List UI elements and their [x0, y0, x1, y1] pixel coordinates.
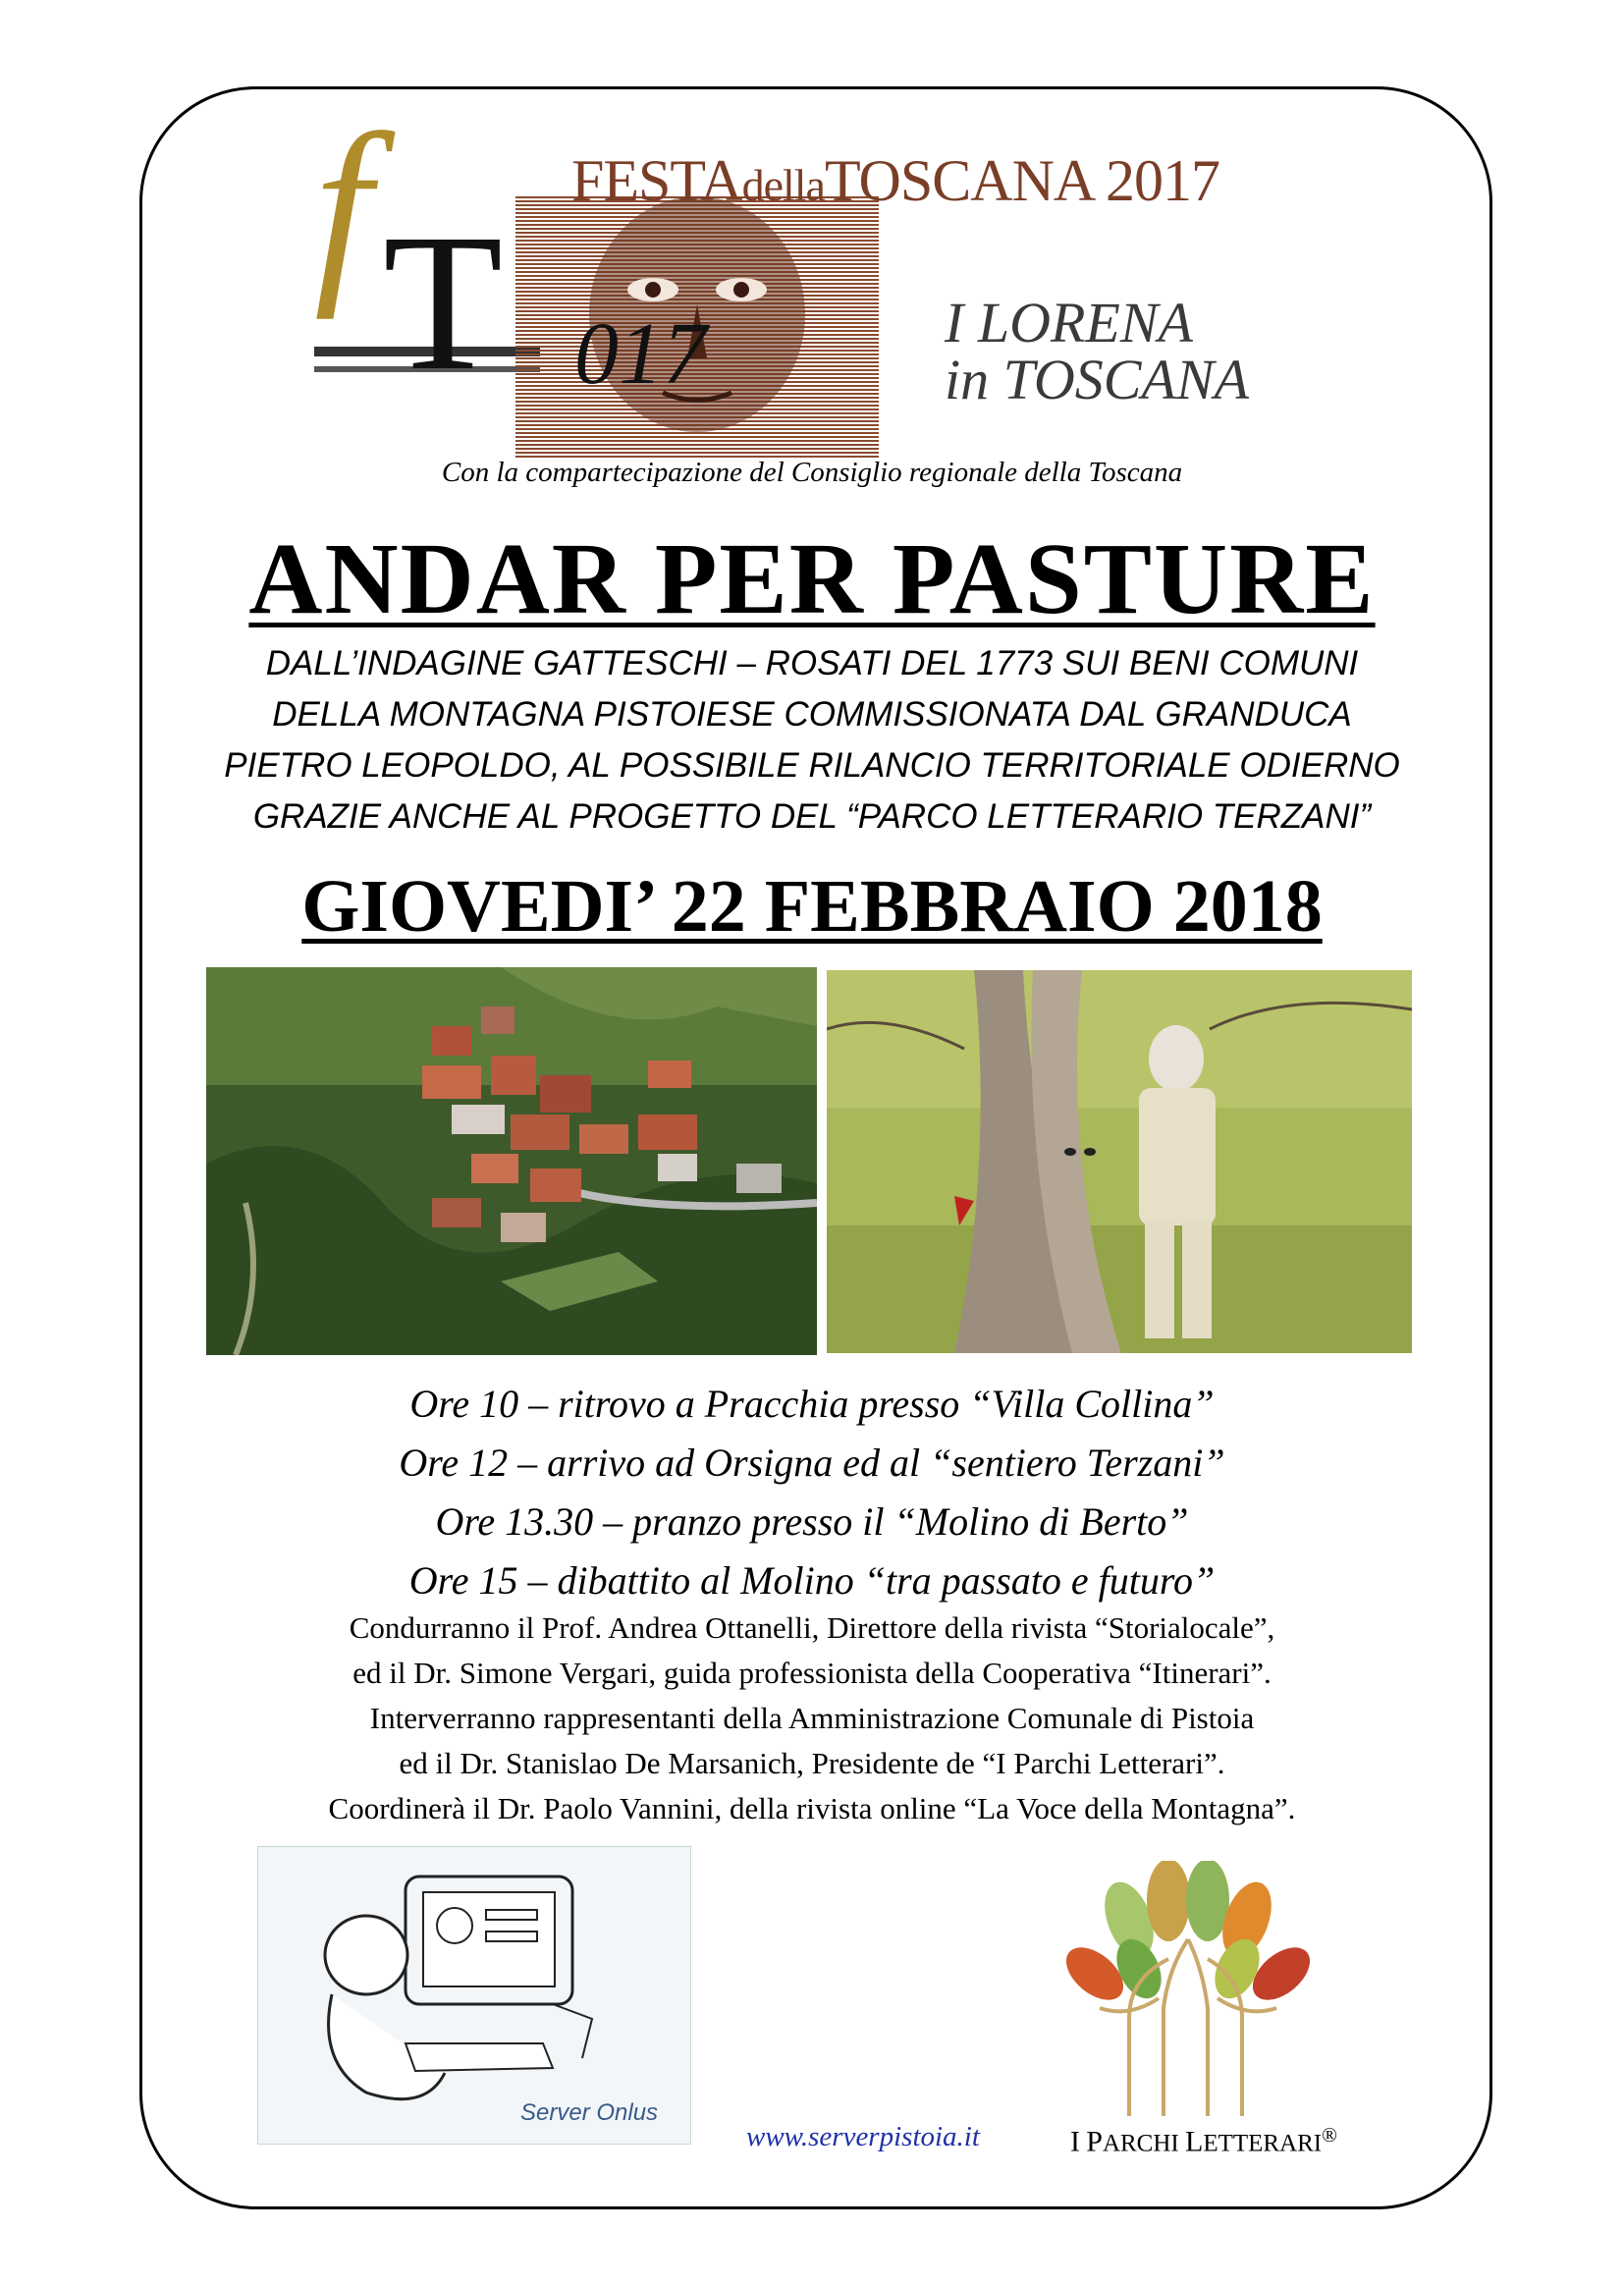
details-line: ed il Dr. Simone Vergari, guida professionista della Cooperativa “Itinerari”.	[352, 1656, 1272, 1690]
description-line: GRAZIE ANCHE AL PROGETTO DEL “PARCO LETTERARIO TERZANI”	[252, 797, 1372, 836]
fest-title: FESTAdellaTOSCANA 2017	[571, 148, 1219, 213]
svg-text:017: 017	[574, 305, 707, 403]
schedule-item: Ore 15 – dibattito al Molino “tra passato e futuro”	[408, 1558, 1216, 1603]
svg-text:T: T	[383, 194, 504, 411]
website-link[interactable]: www.serverpistoia.it	[746, 2121, 980, 2152]
schedule-item: Ore 10 – ritrovo a Pracchia presso “Villa Collina”	[409, 1382, 1215, 1426]
sponsor-subline: Con la compartecipazione del Consiglio regionale della Toscana	[441, 457, 1183, 488]
details-line: ed il Dr. Stanislao De Marsanich, Presidente de “I Parchi Letterari”.	[399, 1746, 1225, 1780]
description-line: DALL’INDAGINE GATTESCHI – ROSATI DEL 1773 SUI BENI COMUNI	[265, 644, 1359, 682]
event-details	[0, 1605, 1624, 1831]
server-onlus-label: Server Onlus	[520, 2099, 659, 2126]
schedule-item: Ore 12 – arrivo ad Orsigna ed al “sentiero Terzani”	[399, 1441, 1225, 1485]
lorena-line-1: I LORENA	[945, 291, 1193, 354]
details-line: Coordinerà il Dr. Paolo Vannini, della rivista online “La Voce della Montagna”.	[328, 1791, 1296, 1825]
details-line: Condurranno il Prof. Andrea Ottanelli, Direttore della rivista “Storialocale”,	[349, 1610, 1275, 1645]
event-date: GIOVEDI’ 22 FEBBRAIO 2018	[301, 865, 1323, 948]
svg-text:f: f	[314, 103, 372, 320]
lorena-line-2: in TOSCANA	[945, 348, 1249, 411]
details-line: Interverranno rappresentanti della Amministrazione Comunale di Pistoia	[369, 1701, 1255, 1735]
description-line: PIETRO LEOPOLDO, AL POSSIBILE RILANCIO TERRITORIALE ODIERNO	[224, 746, 1400, 785]
parchi-letterari-logo	[1060, 1861, 1326, 2126]
parchi-letterari-label: I PARCHI LETTERARI®	[1070, 2123, 1337, 2158]
village-aerial-photo	[206, 967, 817, 1355]
lorena-subtitle	[945, 291, 1249, 411]
terzani-painting	[827, 970, 1412, 1353]
event-description	[0, 638, 1624, 843]
event-title: ANDAR PER PASTURE	[248, 522, 1376, 635]
event-schedule	[0, 1375, 1624, 1610]
portrait-engraving	[515, 196, 879, 460]
schedule-item: Ore 13.30 – pranzo presso il “Molino di Berto”	[435, 1499, 1189, 1544]
description-line: DELLA MONTAGNA PISTOIESE COMMISSIONATA DAL GRANDUCA	[272, 695, 1352, 734]
